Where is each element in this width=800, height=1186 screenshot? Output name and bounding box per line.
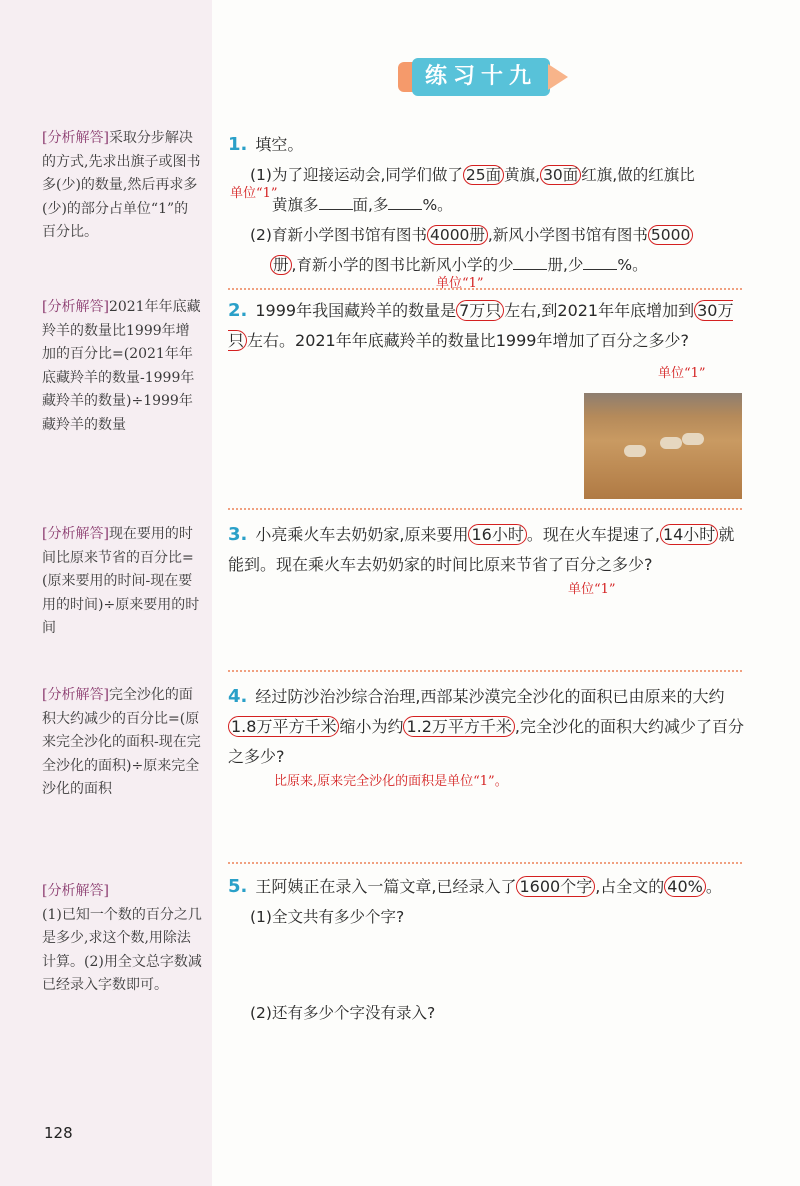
circled-value: 7万只 (456, 300, 504, 321)
unit-one-annotation: 单位“1” (568, 582, 616, 597)
circled-value: 16小时 (468, 524, 526, 545)
text: 就能到。现在乘火车去奶奶家的时间比原来节省了百分之多少? (228, 525, 735, 574)
circled-value: 1.8万平方千米 (228, 716, 339, 737)
question-5 (228, 872, 748, 902)
note-3 (42, 523, 202, 641)
antelope-figure (660, 437, 682, 449)
note-text: (1)已知一个数的百分之几是多少,求这个数,用除法计算。(2)用全文总字数减已经录入字数即可。 (42, 906, 202, 993)
question-5-part-2: (2)还有多少个字没有录入? (250, 1004, 436, 1022)
divider (228, 670, 742, 672)
unit-one-annotation: 比原来,原来完全沙化的面积是单位“1”。 (274, 774, 508, 789)
question-number: 2. (228, 300, 248, 321)
section-title-banner (398, 58, 574, 96)
circled-value: 1.2万平方千米 (403, 716, 514, 737)
note-text: 2021年年底藏羚羊的数量比1999年增加的百分比=(2021年年底藏羚羊的数量-1999年藏羚羊的数量)÷1999年藏羚羊的数量 (42, 299, 201, 433)
text: 缩小为约 (339, 717, 404, 736)
note-2 (42, 296, 202, 437)
text: ,占全文的 (595, 877, 665, 896)
answer-blank[interactable] (319, 209, 353, 210)
circled-value: 册 (270, 255, 292, 275)
question-3 (228, 520, 748, 580)
note-1 (42, 127, 202, 245)
page-title: 练习十九 (412, 58, 550, 96)
text: 黄旗多 (272, 196, 319, 214)
antelope-photo (584, 393, 742, 499)
unit-one-annotation: 单位“1” (230, 186, 278, 201)
question-number: 4. (228, 686, 248, 707)
question-number: 5. (228, 876, 248, 897)
circled-value: 30万只 (228, 301, 734, 350)
divider (228, 288, 742, 290)
note-tag: [分析解答] (42, 299, 109, 315)
divider (228, 508, 742, 510)
answer-blank[interactable] (388, 209, 422, 210)
antelope-figure (624, 445, 646, 457)
circled-value: 14小时 (660, 524, 718, 545)
note-tag: [分析解答] (42, 526, 109, 542)
question-4 (228, 682, 748, 772)
antelope-figure (682, 433, 704, 445)
answer-blank[interactable] (513, 269, 547, 270)
question-head: 填空。 (255, 135, 304, 154)
text: 。现在火车提速了, (526, 525, 660, 544)
note-5 (42, 880, 202, 998)
question-1-part-1 (250, 160, 750, 220)
text: 小亮乘火车去奶奶家,原来要用 (255, 525, 469, 544)
text: 黄旗, (504, 166, 541, 184)
circled-value: 25面 (463, 165, 504, 185)
divider (228, 862, 742, 864)
unit-one-annotation: 单位“1” (436, 276, 484, 291)
text: ,完全沙化的面积大约减少了百分之多少? (228, 717, 745, 766)
note-text: 完全沙化的面积大约减少的百分比=(原来完全沙化的面积-现在完全沙化的面积)÷原来完全沙化的面积 (42, 687, 201, 797)
note-text: 现在要用的时间比原来节省的百分比=(原来要用的时间-现在要用的时间)÷原来要用的时间 (42, 526, 200, 636)
question-number: 1. (228, 134, 248, 155)
text: ,育新小学的图书比新风小学的少 (291, 256, 514, 274)
note-text: 采取分步解决的方式,先求出旗子或图书多(少)的数量,然后再求多(少)的部分占单位“1”的百分比。 (42, 130, 201, 240)
text: 。 (705, 877, 722, 896)
circled-value: 5000 (648, 225, 693, 245)
text: 左右。2021年年底藏羚羊的数量比1999年增加了百分之多少? (247, 331, 689, 350)
text: ,新风小学图书馆有图书 (487, 226, 648, 244)
text: 面,多 (352, 196, 389, 214)
question-number: 3. (228, 524, 248, 545)
text: 红旗,做的红旗比 (581, 166, 695, 184)
page-number: 128 (44, 1124, 73, 1142)
answer-blank[interactable] (583, 269, 617, 270)
circled-value: 1600个字 (516, 876, 595, 897)
note-tag: [分析解答] (42, 883, 109, 899)
text: 左右,到2021年年底增加到 (504, 301, 695, 320)
question-5-part-1: (1)全文共有多少个字? (250, 908, 405, 926)
text: (1)为了迎接运动会,同学们做了 (250, 166, 463, 184)
unit-one-annotation: 单位“1” (658, 366, 706, 381)
question-1-part-2 (250, 220, 750, 280)
text: (2)育新小学图书馆有图书 (250, 226, 427, 244)
note-tag: [分析解答] (42, 687, 109, 703)
note-tag: [分析解答] (42, 130, 109, 146)
banner-arrow-icon (548, 64, 568, 90)
text: 1999年我国藏羚羊的数量是 (255, 301, 457, 320)
question-1 (228, 130, 748, 160)
text: 经过防沙治沙综合治理,西部某沙漠完全沙化的面积已由原来的大约 (255, 687, 725, 706)
question-2 (228, 296, 748, 356)
circled-value: 30面 (540, 165, 581, 185)
text: 册,少 (547, 256, 584, 274)
circled-value: 40% (664, 876, 706, 897)
text: %。 (422, 196, 453, 214)
text: 王阿姨正在录入一篇文章,已经录入了 (255, 877, 517, 896)
note-4 (42, 684, 202, 802)
circled-value: 4000册 (427, 225, 488, 245)
text: %。 (617, 256, 648, 274)
